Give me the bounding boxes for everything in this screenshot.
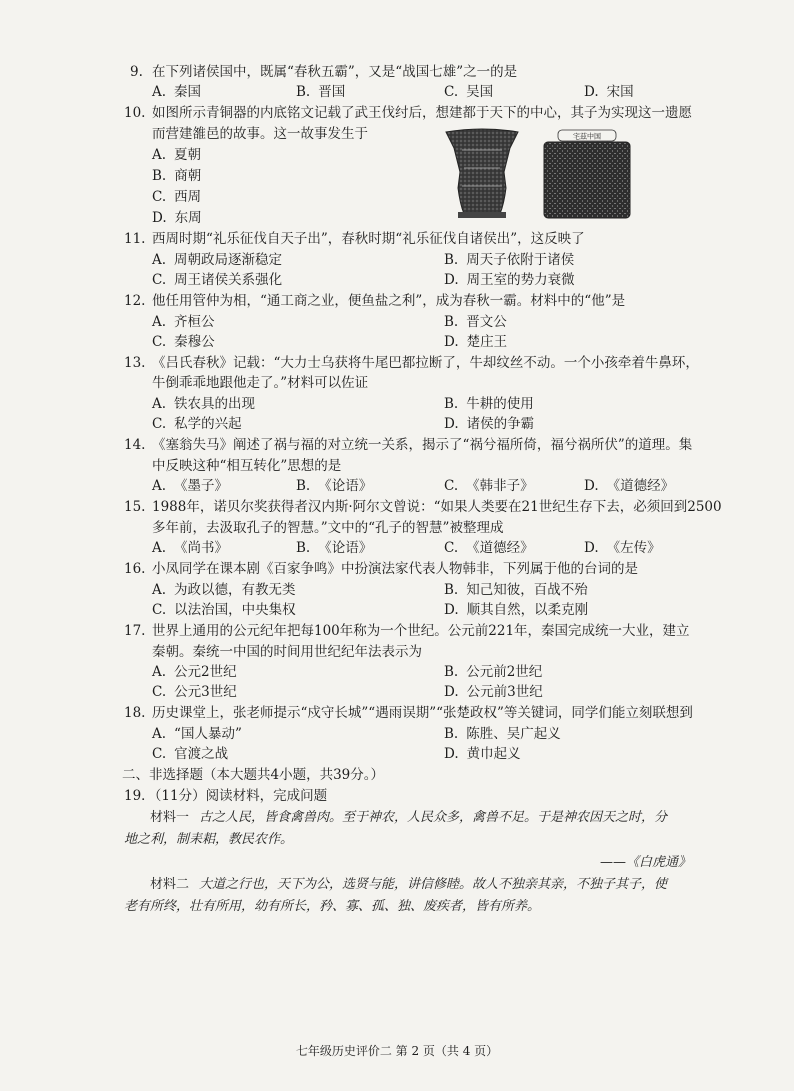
material-2-line2: 老有所终，壮有所用，幼有所长，矜、寡、孤、独、废疾者，皆有所养。: [124, 899, 541, 914]
option-a: A. 为政以德，有教无类: [152, 582, 296, 598]
option-b: B. 周天子依附于诸侯: [444, 252, 575, 268]
question-number: 9.: [130, 64, 143, 80]
option-a: A. 公元2世纪: [152, 664, 237, 680]
vessel-icon: [446, 129, 518, 218]
option-a: A. “国人暴动”: [152, 726, 242, 742]
option-a: A. 秦国: [152, 84, 202, 100]
page-footer: 七年级历史评价二 第 2 页（共 4 页）: [295, 1044, 499, 1058]
option-c: C. 《道德经》: [444, 540, 534, 556]
option-b: B. 《论语》: [296, 478, 373, 494]
option-b: B. 商朝: [152, 168, 202, 184]
question-text: 而营建雒邑的故事。这一故事发生于: [152, 126, 368, 142]
question-number: 15.: [124, 499, 146, 515]
option-b: B. 晋文公: [444, 314, 507, 330]
option-d: D. 宋国: [584, 84, 634, 100]
option-c: C. 西周: [152, 189, 202, 205]
option-d: D. 周王室的势力衰微: [444, 272, 575, 288]
option-d: D. 公元前3世纪: [444, 684, 543, 700]
option-a: A. 《墨子》: [152, 478, 229, 494]
question-number: 12.: [124, 293, 146, 309]
option-a: A. 齐桓公: [152, 314, 215, 330]
question-text: 中反映这种“相互转化”思想的是: [152, 458, 342, 474]
question-text: 如图所示青铜器的内底铭文记载了武王伐纣后，想建都于天下的中心，其子为实现这一遗愿: [152, 105, 692, 121]
option-c: C. 私学的兴起: [152, 416, 242, 432]
question-number: 18.: [124, 705, 146, 721]
option-a: A. 《尚书》: [152, 540, 229, 556]
option-c: C. 公元3世纪: [152, 684, 237, 700]
option-b: B. 晋国: [296, 84, 346, 100]
option-a: A. 铁农具的出现: [152, 396, 256, 412]
bronze-vessel-figure: [444, 128, 634, 220]
question-number: 11.: [124, 231, 146, 247]
question-text: 《塞翁失马》阐述了祸与福的对立统一关系，揭示了“祸兮福所倚，福兮祸所伏”的道理。集: [152, 437, 693, 453]
option-a: A. 夏朝: [152, 147, 202, 163]
material-1-line2: 地之利，制耒耜，教民农作。: [124, 832, 294, 847]
question-text: 世界上通用的公元纪年把每100年称为一个世纪。公元前221年，秦国完成统一大业，建立: [152, 623, 690, 639]
question-number: 17.: [124, 623, 146, 639]
option-c: C. 吴国: [444, 84, 494, 100]
question-text: 1988年，诺贝尔奖获得者汉内斯·阿尔文曾说：“如果人类要在21世纪生存下去，必须回到2500: [152, 499, 722, 515]
question-19: 19．（11分）阅读材料，完成问题: [124, 788, 328, 804]
option-d: D. 《道德经》: [584, 478, 675, 494]
question-number: 10.: [124, 105, 146, 121]
material-1: 材料一 古之人民，皆食禽兽肉。至于神农，人民众多，禽兽不足。于是神农因天之时，分: [150, 810, 668, 825]
option-b: B. 知己知彼，百战不殆: [444, 582, 588, 598]
material-label: 材料二: [150, 877, 190, 892]
option-d: D. 东周: [152, 210, 202, 226]
option-b: B. 《论语》: [296, 540, 373, 556]
option-b: B. 公元前2世纪: [444, 664, 543, 680]
figure-caption: 宅兹中国: [573, 132, 601, 141]
option-a: A. 周朝政局逐渐稳定: [152, 252, 283, 268]
option-d: D. 诸侯的争霸: [444, 416, 535, 432]
question-text: 《吕氏春秋》记载：“大力士乌获将牛尾巴都拉断了，牛却纹丝不动。一个小孩牵着牛鼻环，: [152, 355, 699, 371]
question-text: 小凤同学在课本剧《百家争鸣》中扮演法家代表人物韩非，下列属于他的台词的是: [152, 561, 638, 577]
material-label: 材料一: [150, 810, 190, 825]
option-c: C. 《韩非子》: [444, 478, 534, 494]
option-d: D. 顺其自然，以柔克刚: [444, 602, 589, 618]
section-heading: 二、非选择题（本大题共4小题，共39分。）: [122, 767, 385, 783]
option-c: C. 秦穆公: [152, 334, 215, 350]
option-d: D. 楚庄王: [444, 334, 508, 350]
question-text: 西周时期“礼乐征伐自天子出”，春秋时期“礼乐征伐自诸侯出”，这反映了: [152, 231, 585, 247]
material-2: 材料二 大道之行也，天下为公，选贤与能，讲信修睦。故人不独亲其亲，不独子其子，使: [150, 877, 668, 892]
option-d: D. 《左传》: [584, 540, 661, 556]
question-number: 14.: [124, 437, 146, 453]
option-b: B. 牛耕的使用: [444, 396, 534, 412]
option-c: C. 以法治国，中央集权: [152, 602, 296, 618]
question-number: 13.: [124, 355, 146, 371]
inscription-rubbing-icon: [544, 142, 630, 218]
question-text: 历史课堂上，张老师提示“戍守长城”“遇雨误期”“张楚政权”等关键词，同学们能立刻联想到: [152, 705, 693, 721]
question-text: 牛倒乖乖地跟他走了。”材料可以佐证: [152, 375, 369, 391]
question-text: 在下列诸侯国中，既属“春秋五霸”，又是“战国七雄”之一的是: [152, 64, 518, 80]
material-1-source: ——《白虎通》: [600, 855, 692, 870]
option-c: C. 官渡之战: [152, 746, 229, 762]
option-c: C. 周王诸侯关系强化: [152, 272, 283, 288]
question-text: 秦朝。秦统一中国的时间用世纪纪年法表示为: [152, 644, 422, 660]
question-text: 多年前，去汲取孔子的智慧。”文中的“孔子的智慧”被整理成: [152, 520, 504, 536]
question-text: 他任用管仲为相，“通工商之业，便鱼盐之利”，成为春秋一霸。材料中的“他”是: [152, 293, 626, 309]
question-number: 16.: [124, 561, 146, 577]
option-b: B. 陈胜、吴广起义: [444, 726, 561, 742]
option-d: D. 黄巾起义: [444, 746, 521, 762]
